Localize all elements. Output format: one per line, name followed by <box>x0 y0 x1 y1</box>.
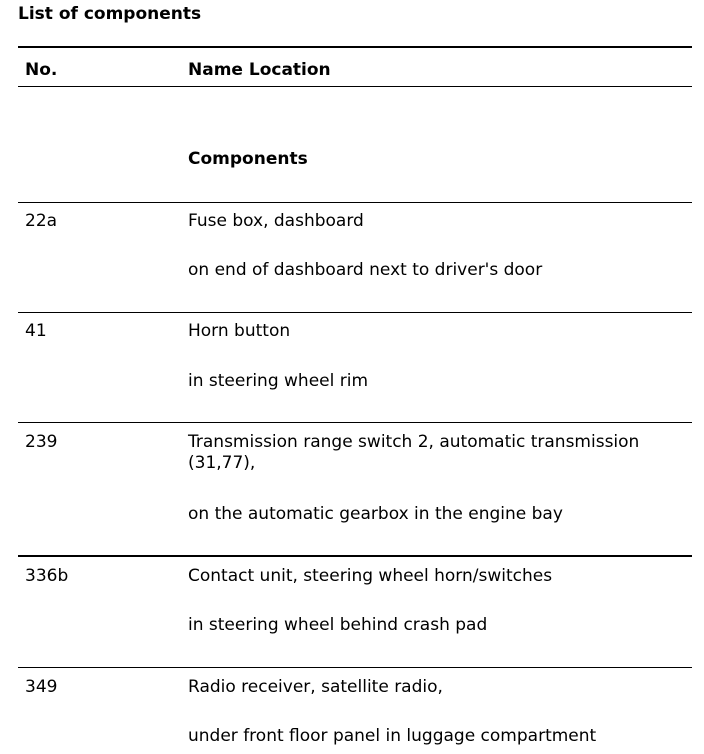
column-header-no: No. <box>25 60 58 80</box>
component-number: 22a <box>25 211 58 231</box>
row-divider <box>18 422 692 423</box>
component-name: Radio receiver, satellite radio, <box>188 677 443 697</box>
component-number: 41 <box>25 321 47 341</box>
component-location: on end of dashboard next to driver's door <box>188 260 543 280</box>
column-header-name-location: Name Location <box>188 60 331 80</box>
page-title: List of components <box>18 4 202 24</box>
component-name: Fuse box, dashboard <box>188 211 364 231</box>
row-divider <box>18 202 692 203</box>
component-location: under front floor panel in luggage compartment <box>188 726 597 746</box>
section-heading: Components <box>188 149 308 169</box>
component-name: Transmission range switch 2, automatic transmission (31,77), <box>188 432 640 473</box>
component-number: 239 <box>25 432 58 452</box>
component-number: 336b <box>25 566 69 586</box>
component-location: in steering wheel rim <box>188 371 369 391</box>
table-top-rule <box>18 46 692 48</box>
component-location: in steering wheel behind crash pad <box>188 615 488 635</box>
component-name: Contact unit, steering wheel horn/switches <box>188 566 553 586</box>
header-bottom-rule <box>18 86 692 87</box>
row-divider <box>18 312 692 313</box>
row-divider <box>18 555 692 557</box>
component-name: Horn button <box>188 321 291 341</box>
component-location: on the automatic gearbox in the engine bay <box>188 504 563 524</box>
row-divider <box>18 667 692 668</box>
component-number: 349 <box>25 677 58 697</box>
